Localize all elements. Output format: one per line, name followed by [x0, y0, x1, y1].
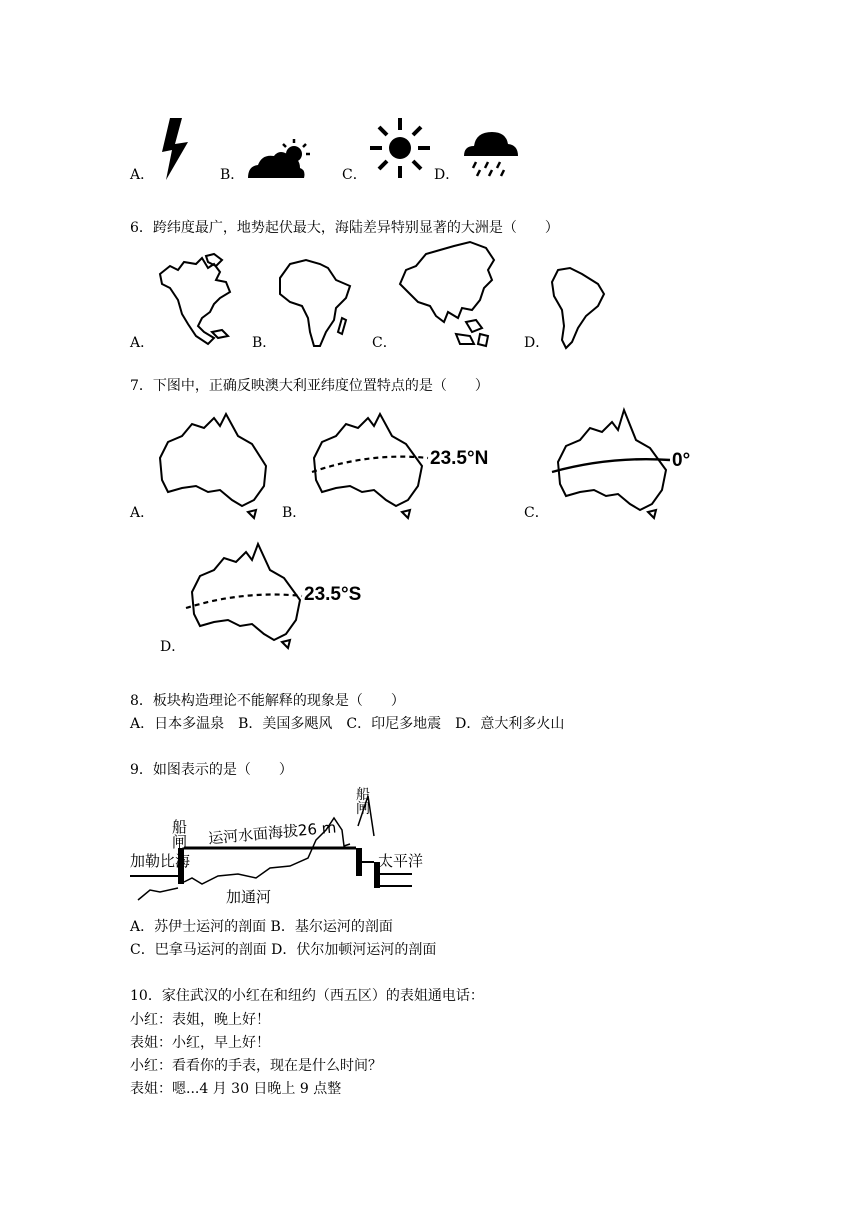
option-d-label: D．	[434, 167, 460, 183]
dialogue-line: 小红：看看你的手表，现在是什么时间？	[130, 1058, 382, 1074]
option-b-label: B．	[282, 505, 307, 521]
option-a-label: A．	[130, 335, 155, 351]
south-america-map-icon	[548, 266, 608, 350]
dialogue-line: 表姐：小红，早上好！	[130, 1035, 270, 1051]
question-9-stem: 9．如图表示的是（ ）	[130, 762, 293, 778]
option-c-label: C．	[372, 335, 397, 351]
option-a-label: A．	[130, 505, 155, 521]
question-10-stem: 10．家住武汉的小红在和纽约（西五区）的表姐通电话：	[130, 988, 484, 1004]
dialogue-line: 表姐：嗯...4 月 30 日晚上 9 点整	[130, 1081, 342, 1097]
australia-map-c	[550, 404, 672, 520]
lock-right-label: 船闸	[356, 787, 370, 817]
latitude-label-b: 23.5°N	[430, 448, 489, 469]
australia-map-d	[184, 542, 304, 654]
north-america-map-icon	[156, 252, 238, 348]
rain-cloud-icon	[462, 128, 520, 178]
africa-map-icon	[276, 258, 356, 350]
option-d-label: D．	[524, 335, 550, 351]
question-9-options-line1: A．苏伊士运河的剖面 B．基尔运河的剖面	[130, 919, 393, 935]
sun-icon	[368, 116, 432, 180]
asia-map-icon	[396, 240, 500, 350]
left-sea-label: 加勒比海	[130, 852, 191, 870]
lock-left-label: 船闸	[172, 818, 188, 851]
latitude-label-d: 23.5°S	[304, 584, 362, 605]
australia-map-a	[156, 410, 272, 520]
question-5	[0, 100, 860, 190]
water-level-label: 运河水面海拔26 m	[207, 818, 338, 848]
option-b-label: B．	[252, 335, 277, 351]
question-6-stem: 6．跨纬度最广，地势起伏最大，海陆差异特别显著的大洲是（ ）	[130, 220, 559, 236]
question-8-stem: 8．板块构造理论不能解释的现象是（ ）	[130, 693, 405, 709]
lightning-icon	[160, 118, 190, 180]
question-8-options: A．日本多温泉 B．美国多飓风 C．印尼多地震 D．意大利多火山	[130, 716, 565, 732]
lake-label: 加通河	[226, 888, 272, 906]
option-c-label: C．	[524, 505, 549, 521]
australia-map-b	[310, 410, 430, 520]
option-d-label: D．	[160, 639, 186, 655]
question-7-stem: 7．下图中，正确反映澳大利亚纬度位置特点的是（ ）	[130, 378, 489, 394]
latitude-label-c: 0°	[672, 450, 691, 471]
option-a-label: A．	[130, 167, 155, 183]
right-sea-label: 太平洋	[378, 852, 424, 870]
question-9-options-line2: C．巴拿马运河的剖面 D．伏尔加顿河运河的剖面	[130, 942, 437, 958]
partly-cloudy-icon	[246, 138, 314, 180]
dialogue-line: 小红：表姐，晚上好！	[130, 1012, 270, 1028]
option-c-label: C．	[342, 167, 367, 183]
option-b-label: B．	[220, 167, 245, 183]
